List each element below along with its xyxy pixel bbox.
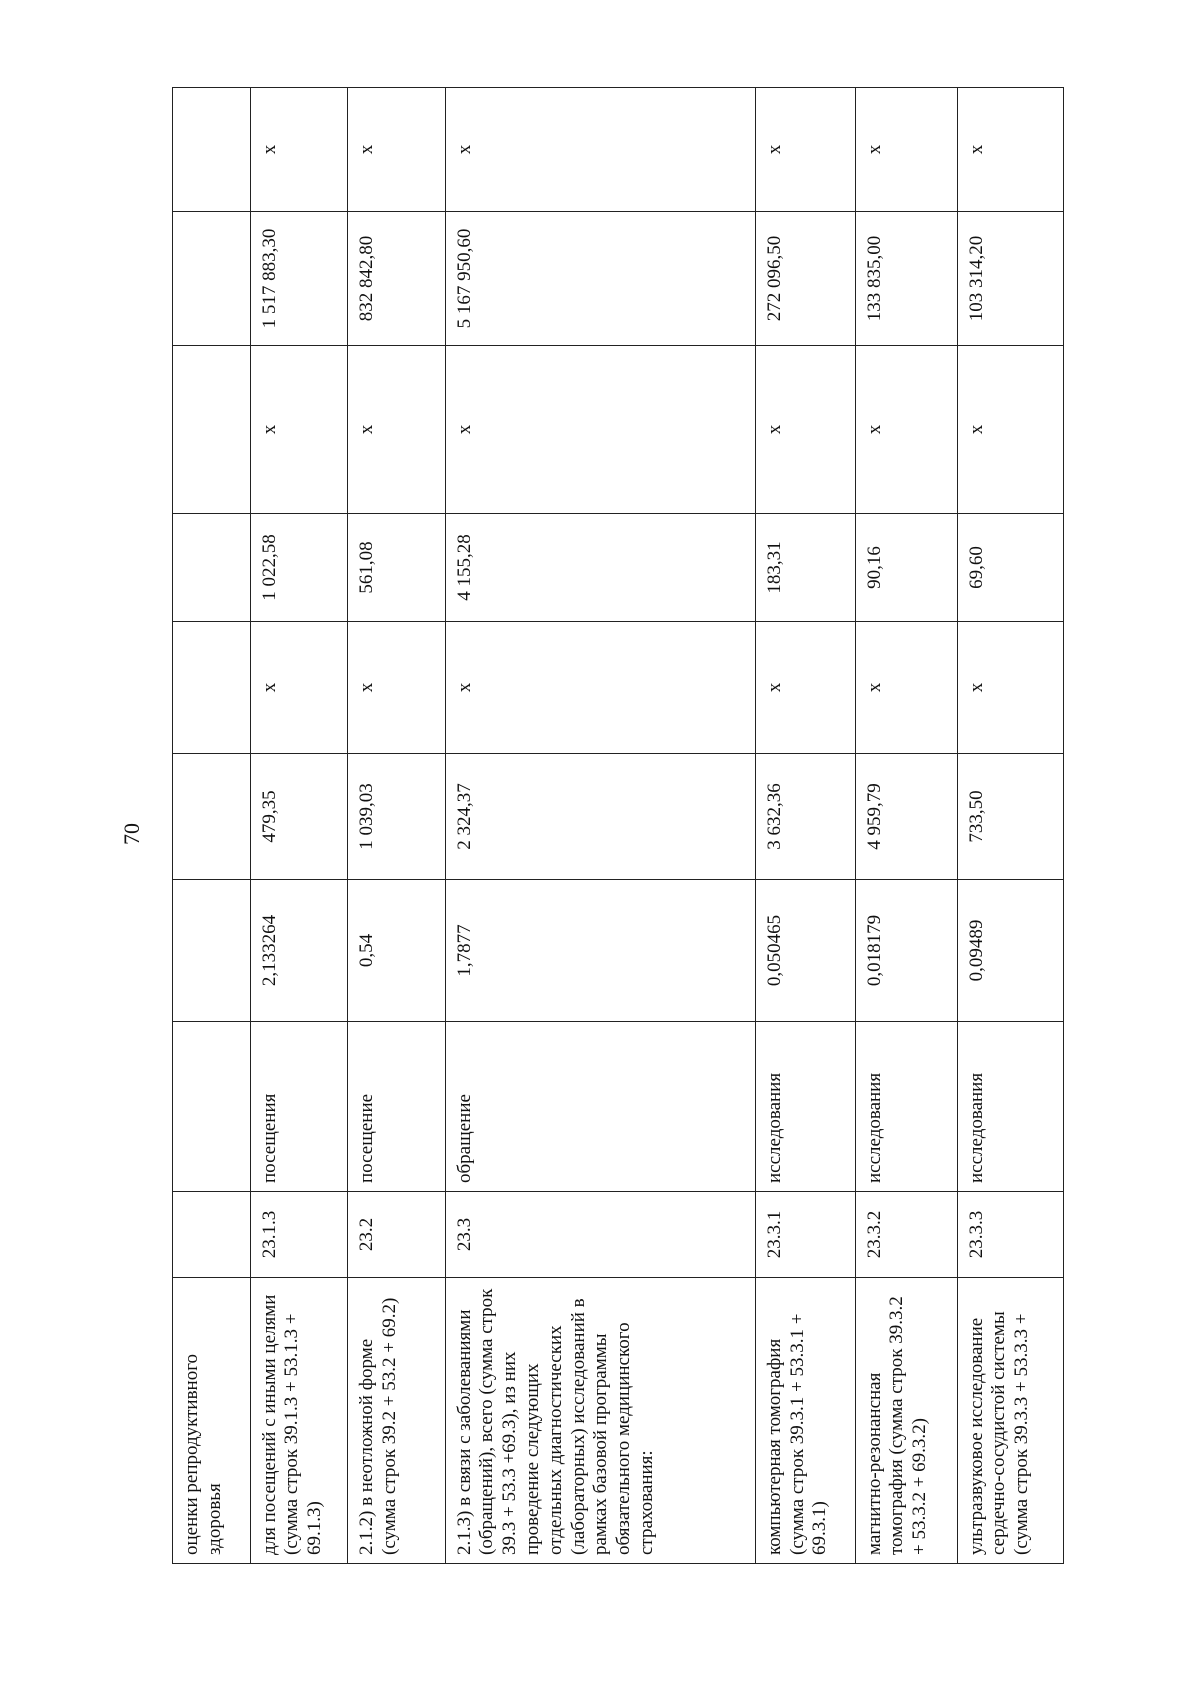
value-cell-1: x	[755, 622, 855, 754]
table-row	[348, 88, 446, 1564]
norm-cost-cell: 479,35	[250, 754, 348, 880]
norm-volume-cell: 0,050465	[755, 880, 855, 1022]
value-cell-1: x	[250, 622, 348, 754]
value-cell-4: 272 096,50	[755, 212, 855, 346]
table-row	[957, 88, 1063, 1564]
unit-cell: исследования	[855, 1022, 957, 1192]
value-cell-4: 103 314,20	[957, 212, 1063, 346]
value-cell-3: x	[445, 346, 755, 514]
value-cell-5: x	[348, 88, 446, 212]
value-cell-5: x	[755, 88, 855, 212]
value-cell-2: 69,60	[957, 514, 1063, 622]
row-name-cell: магнитно-резонансная томография (сумма строк 39.3.2 + 53.3.2 + 69.3.2)	[855, 1278, 957, 1564]
value-cell-1	[173, 622, 251, 754]
row-code-cell: 23.1.3	[250, 1192, 348, 1278]
table-row	[250, 88, 348, 1564]
table-row	[755, 88, 855, 1564]
unit-cell	[173, 1022, 251, 1192]
row-name-cell: ультразвуковое исследование сердечно-сосудистой системы (сумма строк 39.3.3 + 53.3.3 +	[957, 1278, 1063, 1564]
page-number: 70	[119, 823, 144, 845]
row-code-cell: 23.2	[348, 1192, 446, 1278]
norm-volume-cell: 0,54	[348, 880, 446, 1022]
value-cell-2: 4 155,28	[445, 514, 755, 622]
value-cell-4	[173, 212, 251, 346]
value-cell-4: 5 167 950,60	[445, 212, 755, 346]
value-cell-4: 133 835,00	[855, 212, 957, 346]
norm-volume-cell	[173, 880, 251, 1022]
row-name-cell: 2.1.2) в неотложной форме (сумма строк 39.2 + 53.2 + 69.2)	[348, 1278, 446, 1564]
row-name-cell: оценки репродуктивного здоровья	[173, 1278, 251, 1564]
value-cell-1: x	[445, 622, 755, 754]
row-name-cell: 2.1.3) в связи с заболеваниями (обращений), всего (сумма строк 39.3 + 53.3 +69.3), из них проведение следующих отдельных диагностических (лабораторных) исследований в рамках базовой программы обязательного медицинского страхования:	[445, 1278, 755, 1564]
norm-cost-cell: 1 039,03	[348, 754, 446, 880]
financing-table	[172, 87, 1064, 1564]
value-cell-1: x	[348, 622, 446, 754]
value-cell-3: x	[755, 346, 855, 514]
table-frame	[172, 88, 1064, 1564]
value-cell-3: x	[348, 346, 446, 514]
value-cell-1: x	[957, 622, 1063, 754]
unit-cell: посещение	[348, 1022, 446, 1192]
norm-cost-cell	[173, 754, 251, 880]
value-cell-5: x	[957, 88, 1063, 212]
value-cell-2: 1 022,58	[250, 514, 348, 622]
value-cell-1: x	[855, 622, 957, 754]
norm-cost-cell: 4 959,79	[855, 754, 957, 880]
value-cell-2	[173, 514, 251, 622]
value-cell-4: 832 842,80	[348, 212, 446, 346]
row-code-cell: 23.3.1	[755, 1192, 855, 1278]
value-cell-3: x	[957, 346, 1063, 514]
norm-volume-cell: 0,018179	[855, 880, 957, 1022]
row-code-cell	[173, 1192, 251, 1278]
value-cell-5	[173, 88, 251, 212]
unit-cell: обращение	[445, 1022, 755, 1192]
unit-cell: посещения	[250, 1022, 348, 1192]
norm-volume-cell: 1,7877	[445, 880, 755, 1022]
value-cell-3: x	[855, 346, 957, 514]
value-cell-2: 183,31	[755, 514, 855, 622]
value-cell-2: 561,08	[348, 514, 446, 622]
value-cell-3: x	[250, 346, 348, 514]
norm-cost-cell: 733,50	[957, 754, 1063, 880]
norm-volume-cell: 0,09489	[957, 880, 1063, 1022]
value-cell-5: x	[855, 88, 957, 212]
norm-cost-cell: 2 324,37	[445, 754, 755, 880]
value-cell-5: x	[445, 88, 755, 212]
row-name-cell: компьютерная томография (сумма строк 39.3.1 + 53.3.1 + 69.3.1)	[755, 1278, 855, 1564]
unit-cell: исследования	[755, 1022, 855, 1192]
row-name-cell: для посещений с иными целями (сумма строк 39.1.3 + 53.1.3 + 69.1.3)	[250, 1278, 348, 1564]
table-row	[445, 88, 755, 1564]
norm-volume-cell: 2,133264	[250, 880, 348, 1022]
norm-cost-cell: 3 632,36	[755, 754, 855, 880]
row-code-cell: 23.3.2	[855, 1192, 957, 1278]
table-body	[173, 88, 1064, 1564]
value-cell-4: 1 517 883,30	[250, 212, 348, 346]
value-cell-5: x	[250, 88, 348, 212]
table-row	[173, 88, 251, 1564]
value-cell-2: 90,16	[855, 514, 957, 622]
row-code-cell: 23.3.3	[957, 1192, 1063, 1278]
table-row	[855, 88, 957, 1564]
unit-cell: исследования	[957, 1022, 1063, 1192]
value-cell-3	[173, 346, 251, 514]
row-code-cell: 23.3	[445, 1192, 755, 1278]
